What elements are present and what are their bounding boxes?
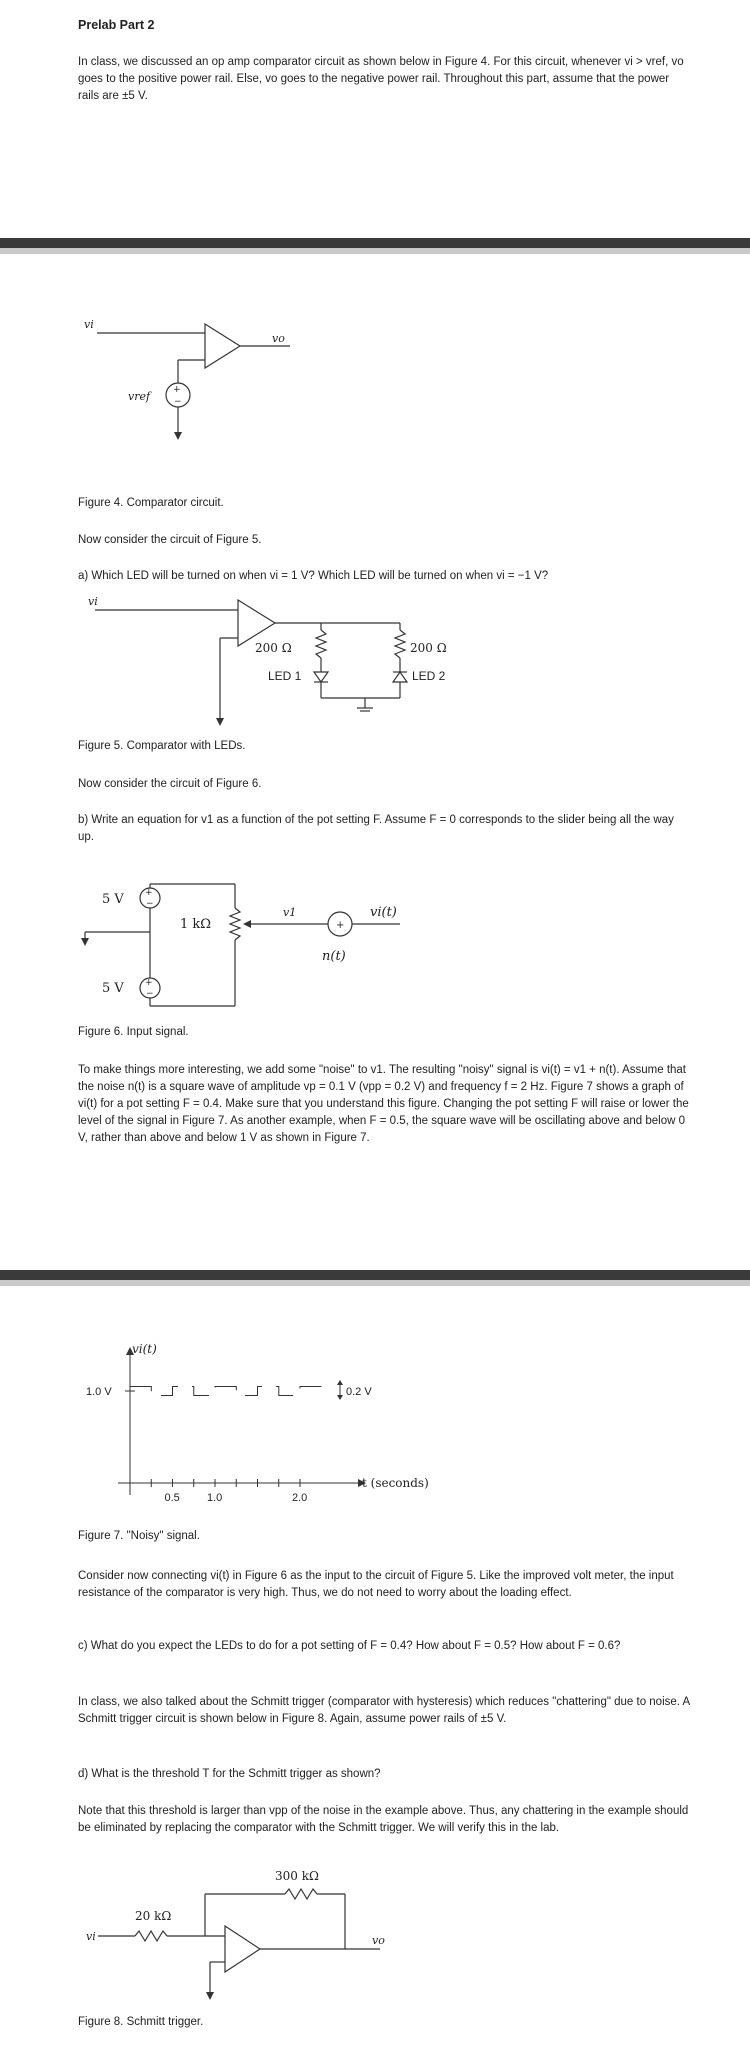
fig4-vi-label: vi (84, 318, 94, 331)
figure-6-caption: Figure 6. Input signal. (78, 1026, 189, 1038)
consider-figure-5: Now consider the circuit of Figure 5. (78, 534, 262, 546)
chart-series-signal (130, 1387, 321, 1396)
chart-x-tick-label: 2.0 (292, 1492, 308, 1504)
chart-ylabel: vi(t) (132, 1342, 157, 1356)
fig6-bottom-source-label: 5 V (102, 981, 124, 996)
fig6-n-t-label: n(t) (322, 949, 346, 964)
figure-5-caption: Figure 5. Comparator with LEDs. (78, 740, 246, 752)
noise-paragraph: To make things more interesting, we add some "noise" to v1. The resulting "noisy" signal is vi(t) = v1 + n(t). Assume that the noise n(t) is a square wave of amplitude vp = 0.1 V (vpp = 0.2 V) and frequency f = 2 Hz. Figure 7 shows a graph of vi(t) for a pot setting F = 0.4. Make sure that you understand this figure. Changing the pot setting F will raise or lower the level of the signal in Figure 7. As another example, when F = 0.5, the square wave will be oscillating above and below 0 V, rather than above and below 1 V as shown in Figure 7. (78, 1064, 689, 1144)
fig6-v1-label: v1 (283, 906, 297, 919)
svg-text:−: − (174, 397, 182, 407)
fig8-vi-label: vi (86, 1930, 96, 1943)
consider-figure-6: Now consider the circuit of Figure 6. (78, 778, 262, 790)
connect-paragraph: Consider now connecting vi(t) in Figure 6 as the input to the circuit of Figure 5. Like the improved volt meter, the input resistance of the comparator is very high. Thus, we do not need to worry about the loading effect. (78, 1570, 674, 1599)
fig6-pot-label: 1 kΩ (180, 917, 212, 932)
note-paragraph: Note that this threshold is larger than vpp of the noise in the example above. Thus, any chattering in the example should be eliminated by replacing the comparator with the Schmitt trigger. We will verify this in the lab. (78, 1805, 689, 1834)
section-divider (0, 238, 750, 254)
fig6-vi-t-label: vi(t) (370, 905, 397, 920)
figure-4-caption: Figure 4. Comparator circuit. (78, 497, 224, 509)
chart-amplitude-label: 0.2 V (346, 1386, 372, 1398)
figure-4-comparator-circuit (0, 300, 750, 490)
page-title: Prelab Part 2 (78, 18, 155, 32)
fig8-input-resistor-label: 20 kΩ (135, 1909, 172, 1923)
svg-text:−: − (146, 899, 154, 909)
question-c: c) What do you expect the LEDs to do for a pot setting of F = 0.4? How about F = 0.5? How about F = 0.6? (78, 1640, 621, 1652)
fig4-vref-label: vref (128, 390, 151, 403)
chart-level-label: 1.0 V (86, 1386, 112, 1398)
svg-text:+: + (145, 978, 153, 988)
fig6-plus-sign: + (336, 920, 345, 931)
fig4-vo-label: vo (272, 332, 285, 345)
fig5-vi-label: vi (88, 595, 98, 608)
fig5-led-2-label: LED 2 (412, 669, 446, 683)
schmitt-paragraph: In class, we also talked about the Schmitt trigger (comparator with hysteresis) which reduces "chattering" due to noise. A Schmitt trigger circuit is shown below in Figure 8. Again, assume power rails of ±5 V. (78, 1696, 690, 1725)
fig5-resistor-2-label: 200 Ω (410, 641, 447, 655)
chart-xlabel: t (seconds) (362, 1476, 429, 1490)
fig6-top-source-label: 5 V (102, 892, 124, 907)
section-divider-2 (0, 1270, 750, 1286)
fig8-vo-label: vo (372, 1934, 385, 1947)
fig5-resistor-1-label: 200 Ω (255, 641, 292, 655)
chart-x-tick-label: 1.0 (207, 1492, 223, 1504)
chart-x-tick-label: 0.5 (164, 1492, 180, 1504)
figure-6-input-signal (0, 870, 750, 1020)
svg-text:+: + (145, 888, 153, 898)
question-d: d) What is the threshold T for the Schmitt trigger as shown? (78, 1768, 381, 1780)
svg-text:−: − (146, 989, 154, 999)
intro-paragraph: In class, we discussed an op amp comparator circuit as shown below in Figure 4. For this circuit, whenever vi > vref, vo goes to the positive power rail. Else, vo goes to the negative power rail. Throughout this part, assume that the power rails are ±5 V. (78, 56, 684, 102)
fig5-led-1-label: LED 1 (268, 669, 302, 683)
figure-7-noisy-signal-chart (0, 1335, 750, 1515)
svg-text:+: + (173, 385, 181, 395)
figure-8-schmitt-trigger (0, 1852, 750, 2012)
figure-8-caption: Figure 8. Schmitt trigger. (78, 2016, 204, 2028)
question-a: a) Which LED will be turned on when vi = 1 V? Which LED will be turned on when vi = −1 V? (78, 570, 549, 582)
fig8-feedback-resistor-label: 300 kΩ (275, 1869, 319, 1883)
figure-7-caption: Figure 7. "Noisy" signal. (78, 1530, 200, 1542)
question-b: b) Write an equation for v1 as a function of the pot setting F. Assume F = 0 corresponds to the slider being all the way up. (78, 814, 674, 843)
figure-5-comparator-with-leds (0, 592, 750, 732)
